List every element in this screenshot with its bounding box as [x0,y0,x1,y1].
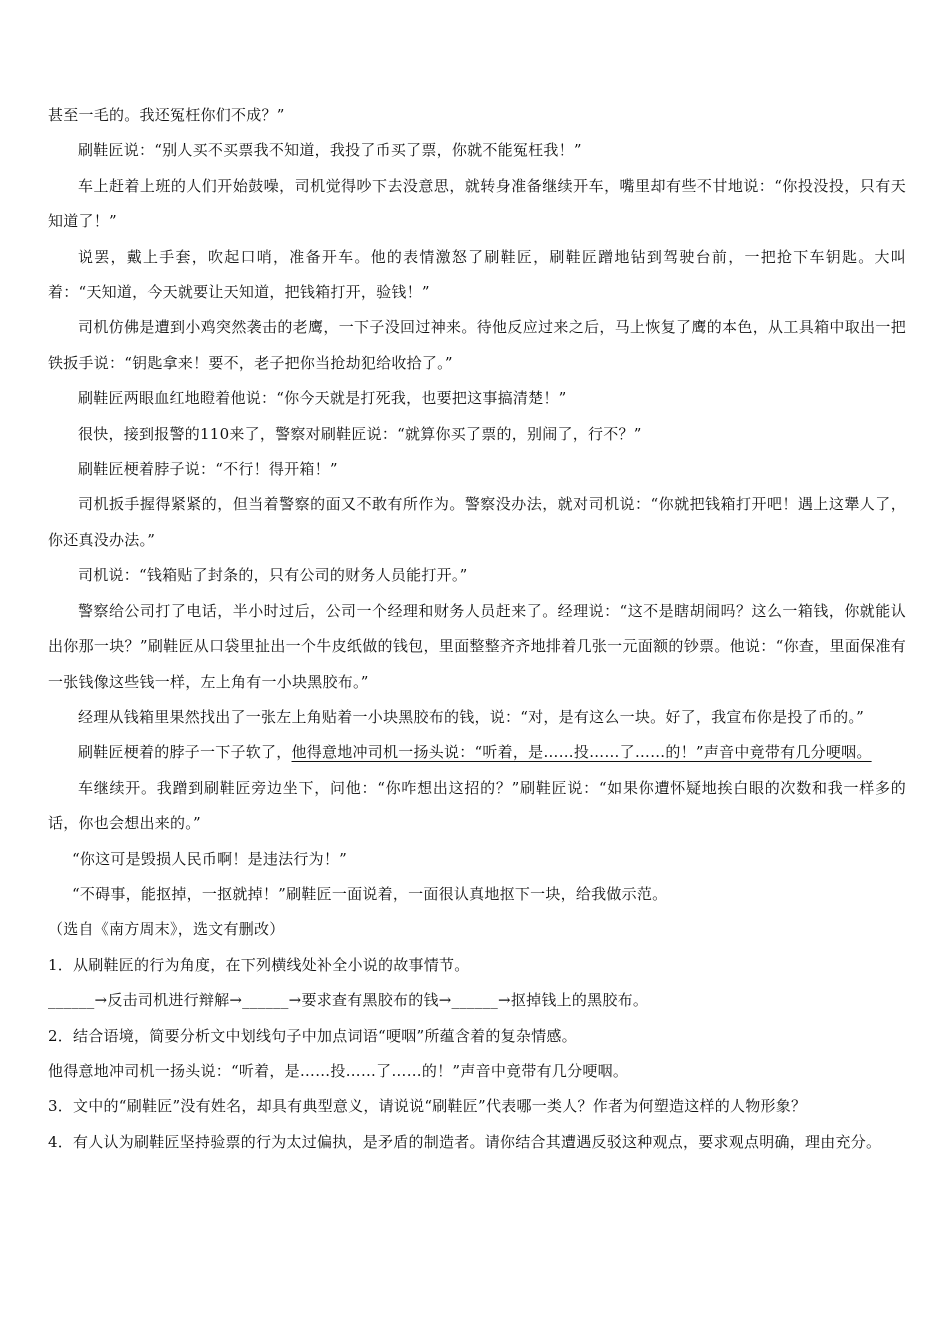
paragraph: 刷鞋匠两眼血红地瞪着他说：“你今天就是打死我，也要把这事搞清楚！” [78,389,567,408]
paragraph: “你这可是毁损人民币啊！是违法行为！” [72,849,348,868]
underlined-sentence-paragraph [48,735,906,770]
question-2: 2．结合语境，简要分析文中划线句子中加点词语“哽咽”所蕴含着的复杂情感。 [48,1026,577,1045]
paragraph: 司机扳手握得紧紧的，但当着警察的面又不敢有所作为。警察没办法，就对司机说：“你就把钱箱打开吧！遇上这犟人了，你还真没办法。” [48,495,906,549]
paragraph: 甚至一毛的。我还冤枉你们不成？” [48,106,285,124]
paragraph: 司机说：“钱箱贴了封条的，只有公司的财务人员能打开。” [78,566,468,585]
paragraph: 车上赶着上班的人们开始鼓噪，司机觉得吵下去没意思，就转身准备继续开车，嘴里却有些不甘地说：“你投没投，只有天知道了！” [48,176,906,231]
paragraph: 司机仿佛是遭到小鸡突然袭击的老鹰，一下子没回过神来。待他反应过来之后，马上恢复了鹰的本色，从工具箱中取出一把铁扳手说：“钥匙拿来！要不，老子把你当抢劫犯给收拾了。” [48,318,906,372]
question-4: 4．有人认为刷鞋匠坚持验票的行为太过偏执，是矛盾的制造者。请你结合其遭遇反驳这种观点，要求观点明确，理由充分。 [48,1132,882,1151]
paragraph: 刷鞋匠梗着脖子说：“不行！得开箱！” [78,460,338,479]
source-note: （选自《南方周末》，选文有删改） [48,920,285,939]
paragraph: “不碍事，能抠掉，一抠就掉！”刷鞋匠一面说着，一面很认真地抠下一块，给我做示范。 [72,884,668,903]
underlined-sentence: 他得意地冲司机一扬头说：“听着，是……投……了……的！”声音中竟带有几分哽咽。 [291,743,872,762]
document-page [48,98,906,1160]
paragraph: 警察给公司打了电话，半小时过后，公司一个经理和财务人员赶来了。经理说：“这不是瞎胡闹吗？这么一箱钱，你就能认出你那一块？”刷鞋匠从口袋里扯出一个牛皮纸做的钱包，里面整整齐齐地排着几张一元面额的钞票。他说：“你查，里面保准有一张钱像这些钱一样，左上角有一小块黑胶布。” [48,601,906,691]
paragraph: 很快，接到报警的110来了，警察对刷鞋匠说：“就算你买了票的，别闹了，行不？” [78,424,642,443]
paragraph-prefix: 刷鞋匠梗着的脖子一下子软了， [78,743,292,762]
question-3: 3．文中的“刷鞋匠”没有姓名，却具有典型意义，请说说“刷鞋匠”代表哪一类人？作者为何塑造这样的人物形象？ [48,1097,807,1116]
question-1-blanks: ______→反击司机进行辩解→______→要求查有黑胶布的钱→______→抠掉钱上的黑胶布。 [48,991,649,1010]
paragraph: 说罢，戴上手套，吹起口哨，准备开车。他的表情激怒了刷鞋匠，刷鞋匠蹭地钻到驾驶台前，一把抢下车钥匙。大叫着：“天知道，今天就要让天知道，把钱箱打开，验钱！” [48,247,906,302]
paragraph: 刷鞋匠说：“别人买不买票我不知道，我投了币买了票，你就不能冤枉我！” [78,141,582,160]
question-1: 1．从刷鞋匠的行为角度，在下列横线处补全小说的故事情节。 [48,955,470,974]
paragraph: 经理从钱箱里果然找出了一张左上角贴着一小块黑胶布的钱，说：“对，是有这么一块。好了，我宣布你是投了币的。” [78,707,865,726]
paragraph: 车继续开。我蹭到刷鞋匠旁边坐下，问他：“你咋想出这招的？”刷鞋匠说：“如果你遭怀疑地挨白眼的次数和我一样多的话，你也会想出来的。” [48,778,906,833]
question-2-quote: 他得意地冲司机一扬头说：“听着，是……投……了……的！”声音中竟带有几分哽咽。 [48,1061,629,1080]
